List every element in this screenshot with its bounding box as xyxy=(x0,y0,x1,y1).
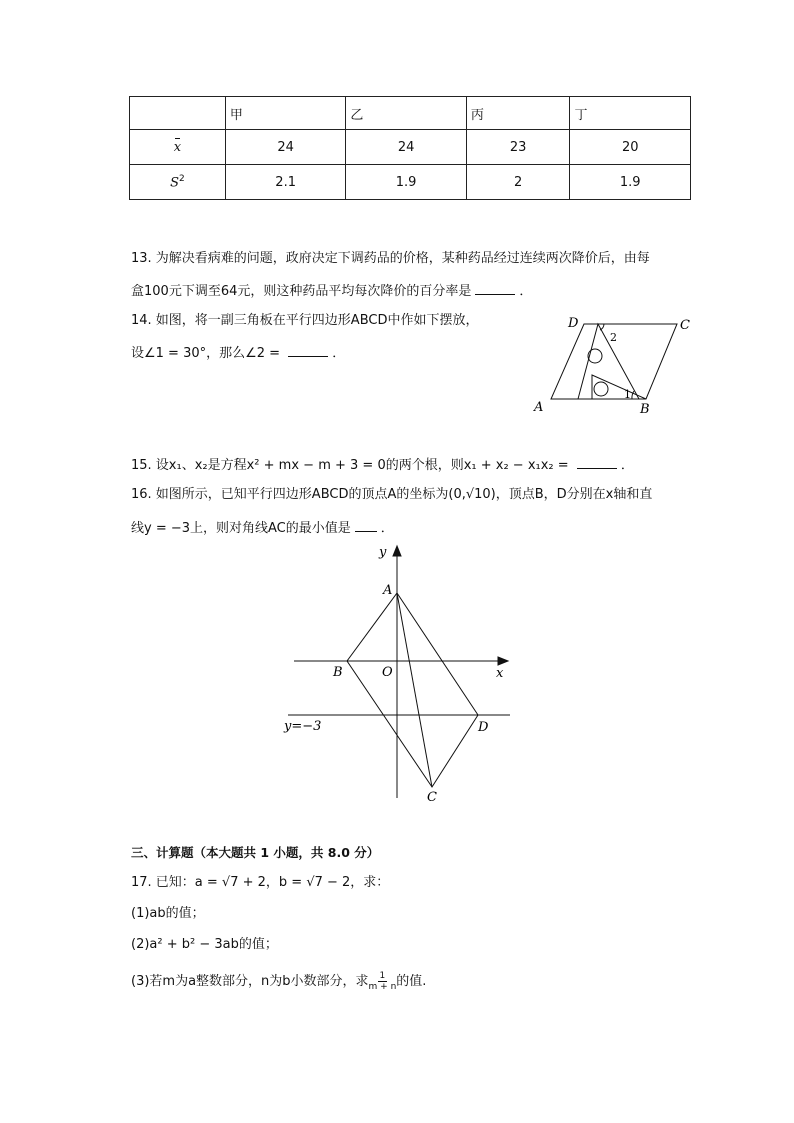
parallelogram-abcd xyxy=(347,593,478,787)
ruler-hole-circle xyxy=(594,382,608,396)
x-axis-arrow xyxy=(498,657,508,665)
q17-part3: (3)若m为a整数部分，n为b小数部分，求 $\frac{1}{m + n}$ 的值. xyxy=(131,971,427,992)
angle-1-arc xyxy=(632,391,634,399)
q16-coordinate-figure xyxy=(280,540,520,810)
q16-line1: 16. 如图所示，已知平行四边形ABCD的顶点A的坐标为(0,√10)，顶点B，D分别在x轴和直 xyxy=(131,487,653,502)
y-axis-arrow xyxy=(393,546,401,556)
table-cell: 23 xyxy=(466,130,570,165)
table-cell: 1.9 xyxy=(346,165,466,200)
table-header-row xyxy=(130,97,691,130)
stats-table xyxy=(129,96,691,200)
row-label-mean: x xyxy=(130,130,226,165)
q13-line2: 盒100元下调至64元，则这种药品平均每次降价的百分率是 ． xyxy=(131,280,532,302)
label-y: y xyxy=(379,545,387,560)
answer-blank xyxy=(288,342,328,357)
label-o: O xyxy=(382,665,393,680)
table-header-cell: 乙 xyxy=(346,97,466,130)
answer-blank xyxy=(577,454,617,469)
q14-line2: 设∠1 = 30°，那么∠2 = ． xyxy=(131,342,345,364)
label-d: D xyxy=(568,316,579,331)
label-d: D xyxy=(478,720,489,735)
table-cell: 1.9 xyxy=(570,165,691,200)
ruler-hole-circle xyxy=(588,349,602,363)
label-c: C xyxy=(680,318,690,333)
diagonal-ac xyxy=(397,593,432,787)
q14-line1: 14. 如图，将一副三角板在平行四边形ABCD中作如下摆放， xyxy=(131,313,479,328)
answer-blank xyxy=(475,280,515,295)
table-row xyxy=(130,165,691,200)
q15-line: 15. 设x₁、x₂是方程x² + mx − m + 3 = 0的两个根，则x₁ + x₂ − x₁x₂ = ． xyxy=(131,454,634,476)
label-a: A xyxy=(383,583,393,598)
q17-part1: (1)ab的值； xyxy=(131,906,205,921)
table-header-cell: 丁 xyxy=(570,97,691,130)
section-title: 三、计算题（本大题共 1 小题，共 8.0 分） xyxy=(131,845,380,860)
table-cell: 2.1 xyxy=(225,165,345,200)
q17-part2: (2)a² + b² − 3ab的值； xyxy=(131,937,278,952)
label-b: B xyxy=(333,665,343,680)
q13-line1: 13. 为解决看病难的问题，政府决定下调药品的价格，某种药品经过连续两次降价后，由每 xyxy=(131,251,650,266)
table-header-cell xyxy=(130,97,226,130)
label-angle-1: 1 xyxy=(624,388,631,401)
label-c: C xyxy=(427,790,437,805)
q17-intro: 17. 已知：a = √7 + 2，b = √7 − 2，求： xyxy=(131,875,390,890)
table-row xyxy=(130,130,691,165)
answer-blank xyxy=(355,517,377,532)
label-b: B xyxy=(640,402,650,417)
table-cell: 2 xyxy=(466,165,570,200)
label-angle-2: 2 xyxy=(610,331,617,344)
label-x: x xyxy=(496,666,504,681)
label-a: A xyxy=(534,400,544,415)
table-header-cell: 甲 xyxy=(225,97,345,130)
q16-line2: 线y = −3上，则对角线AC的最小值是 ． xyxy=(131,517,394,539)
table-cell: 20 xyxy=(570,130,691,165)
q14-parallelogram-figure xyxy=(528,310,703,420)
label-line-y-minus-3: y=−3 xyxy=(284,719,322,734)
row-label-variance: $S^2$ xyxy=(130,165,226,200)
table-header-cell: 丙 xyxy=(466,97,570,130)
fraction: $\frac{1}{m + n}$ xyxy=(368,971,397,992)
triangle-ruler-2 xyxy=(592,375,646,399)
table-cell: 24 xyxy=(225,130,345,165)
table-cell: 24 xyxy=(346,130,466,165)
